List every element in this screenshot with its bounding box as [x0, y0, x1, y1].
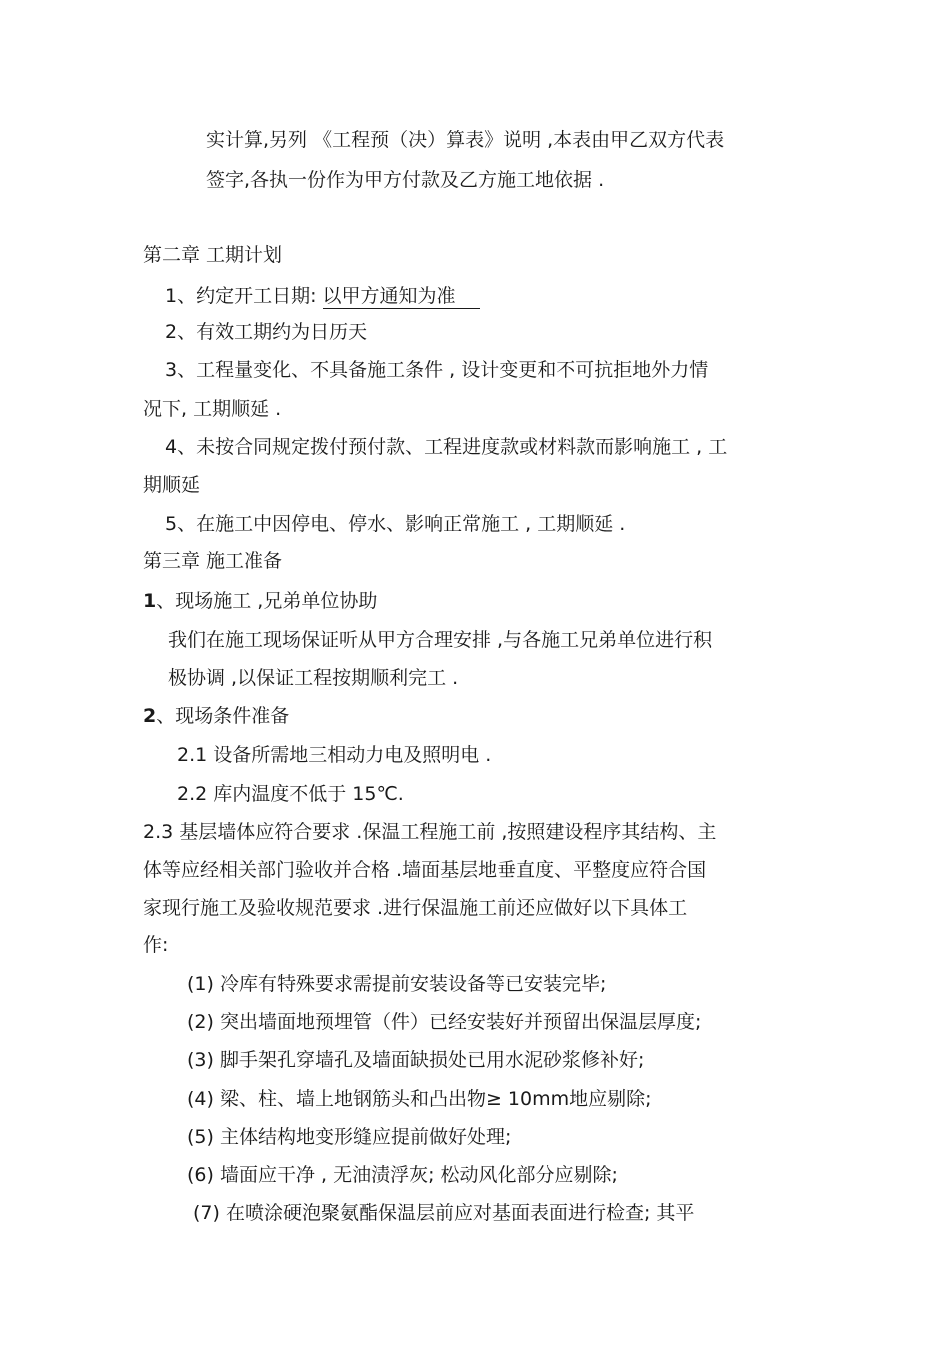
- section-2-3-line-b: 体等应经相关部门验收并合格 .墙面基层地垂直度、平整度应符合国: [143, 859, 707, 881]
- item-1-label: 1、约定开工日期:: [165, 285, 323, 307]
- chapter-2-item-1: [165, 284, 480, 308]
- section-1-number: 1: [143, 590, 157, 612]
- list-item: (5) 主体结构地变形缝应提前做好处理;: [187, 1126, 512, 1148]
- start-date-value: 以甲方通知为准: [322, 285, 456, 307]
- section-2-title: [143, 704, 289, 728]
- section-1-body-b: 极协调 ,以保证工程按期顺利完工 .: [168, 667, 459, 689]
- section-2-3-line-a: 2.3 基层墙体应符合要求 .保温工程施工前 ,按照建设程序其结构、主: [143, 821, 717, 843]
- section-1-title: [143, 589, 377, 613]
- list-item: (1) 冷库有特殊要求需提前安装设备等已安装完毕;: [187, 973, 607, 995]
- section-2-number: 2: [143, 705, 157, 727]
- section-1-title-text: 、现场施工 ,兄弟单位协助: [156, 590, 378, 612]
- list-item: (7) 在喷涂硬泡聚氨酯保温层前应对基面表面进行检查; 其平: [193, 1202, 695, 1224]
- list-item: (4) 梁、柱、墙上地钢筋头和凸出物≥ 10mm地应剔除;: [187, 1088, 652, 1110]
- section-2-3-line-d: 作:: [143, 934, 169, 956]
- underline-extension: [456, 285, 480, 309]
- list-item: (3) 脚手架孔穿墙孔及墙面缺损处已用水泥砂浆修补好;: [187, 1049, 645, 1071]
- chapter-3-heading: 第三章 施工准备: [143, 550, 283, 572]
- chapter-2-item-4-line-b: 期顺延: [143, 474, 201, 496]
- chapter-2-item-3-line-a: 3、工程量变化、不具备施工条件 , 设计变更和不可抗拒地外力情: [165, 359, 709, 381]
- chapter-2-item-2: 2、有效工期约为日历天: [165, 321, 368, 343]
- section-2-1: 2.1 设备所需地三相动力电及照明电 .: [177, 744, 492, 766]
- section-1-body-a: 我们在施工现场保证听从甲方合理安排 ,与各施工兄弟单位进行积: [168, 629, 713, 651]
- list-item: (6) 墙面应干净 , 无油渍浮灰; 松动风化部分应剔除;: [187, 1164, 618, 1186]
- section-2-2: 2.2 库内温度不低于 15℃.: [177, 783, 404, 805]
- chapter-2-heading: 第二章 工期计划: [143, 244, 283, 266]
- chapter-2-item-4-line-a: 4、未按合同规定拨付预付款、工程进度款或材料款而影响施工 , 工: [165, 436, 728, 458]
- chapter-2-item-3-line-b: 况下, 工期顺延 .: [143, 398, 282, 420]
- intro-line-1: 实计算,另列 《工程预（决）算表》说明 ,本表由甲乙双方代表: [206, 129, 725, 151]
- list-item: (2) 突出墙面地预埋管（件）已经安装好并预留出保温层厚度;: [187, 1011, 702, 1033]
- section-2-title-text: 、现场条件准备: [156, 705, 290, 727]
- section-2-3-line-c: 家现行施工及验收规范要求 .进行保温施工前还应做好以下具体工: [143, 897, 688, 919]
- intro-line-2: 签字,各执一份作为甲方付款及乙方施工地依据 .: [206, 169, 605, 191]
- chapter-2-item-5: 5、在施工中因停电、停水、影响正常施工 , 工期顺延 .: [165, 513, 626, 535]
